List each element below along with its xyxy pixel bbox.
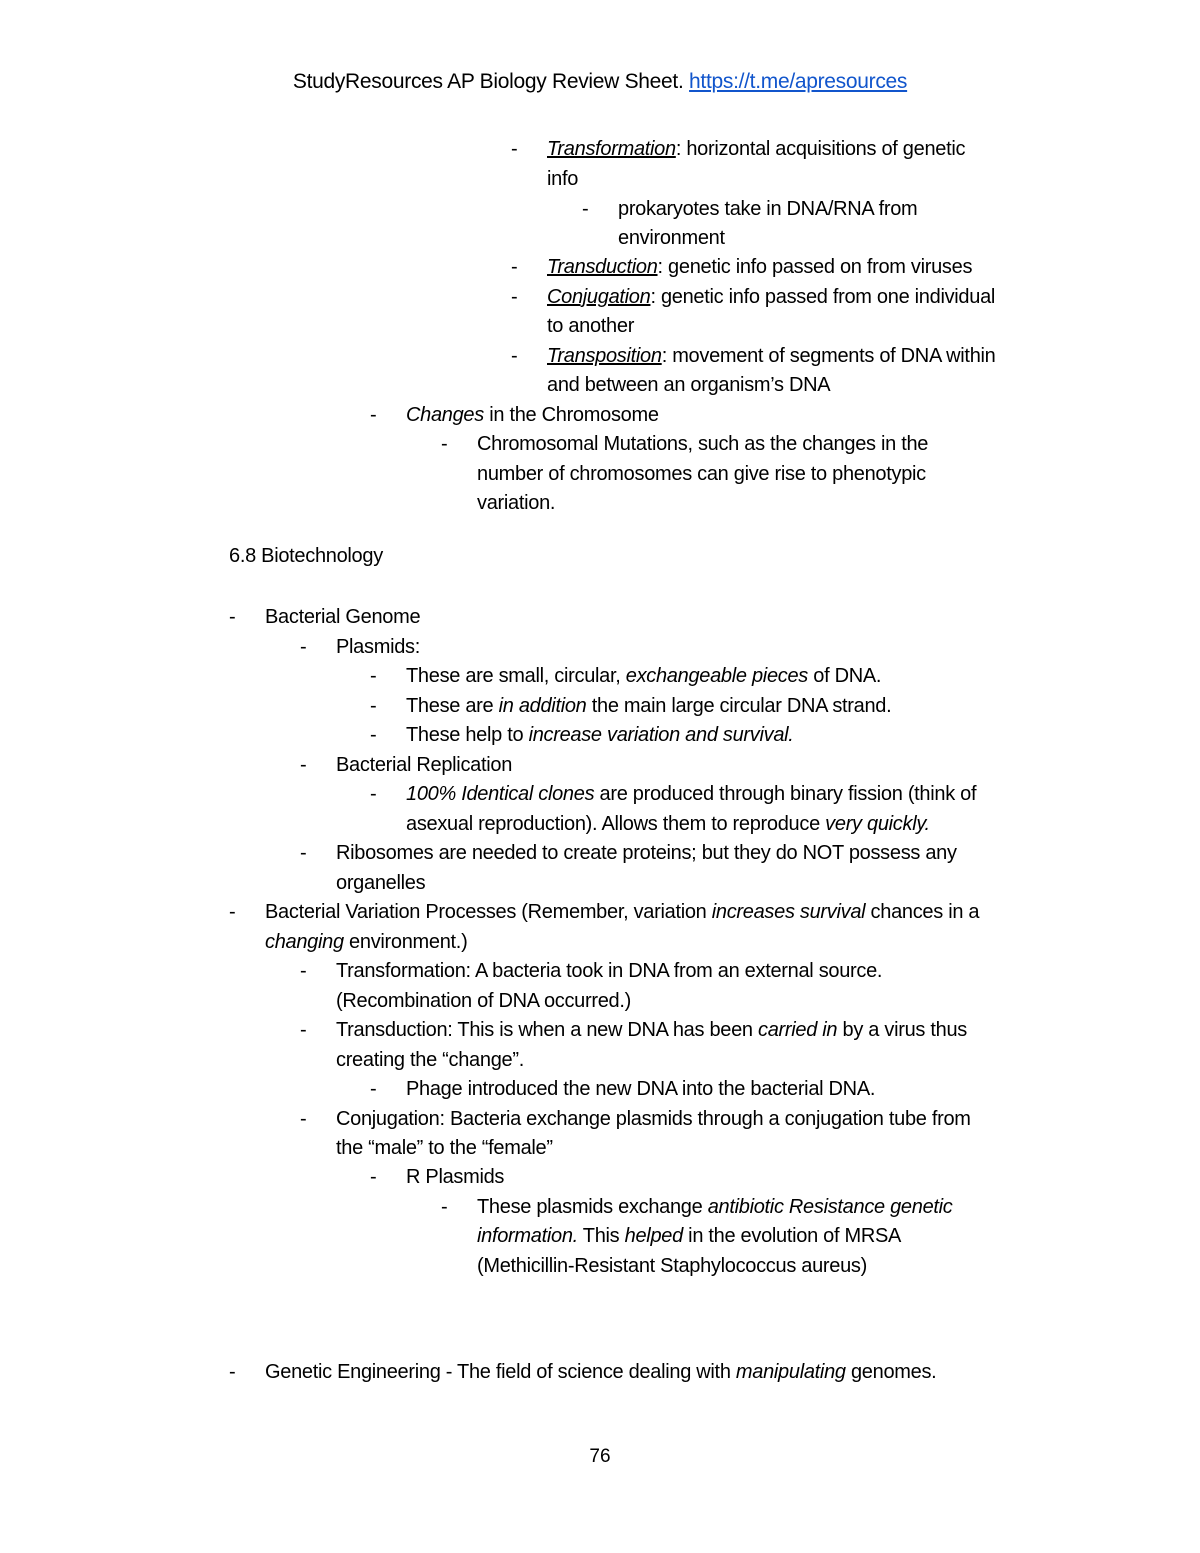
page-header bbox=[0, 70, 1200, 94]
bullet-dash: - bbox=[370, 404, 377, 426]
emphasis: 100% Identical clones bbox=[406, 783, 595, 805]
emphasis: manipulating bbox=[735, 1361, 846, 1383]
transposition-line bbox=[547, 341, 995, 371]
text: are produced through binary fission (think of bbox=[594, 783, 977, 805]
genetic-engineering-line bbox=[265, 1357, 936, 1387]
transformation-line-2: info bbox=[547, 168, 579, 190]
conjugation-text: : genetic info passed from one individual bbox=[650, 286, 996, 308]
var-conjugation-1: Conjugation: Bacteria exchange plasmids through a conjugation tube from bbox=[336, 1108, 971, 1130]
bullet-dash: - bbox=[370, 665, 377, 687]
plasmid-point-3 bbox=[406, 720, 794, 750]
text: This bbox=[577, 1225, 625, 1247]
var-transformation-2: (Recombination of DNA occurred.) bbox=[336, 990, 631, 1012]
bullet-dash: - bbox=[370, 695, 377, 717]
text: by a virus thus bbox=[837, 1019, 967, 1041]
transposition-line-2: and between an organism’s DNA bbox=[547, 374, 831, 396]
conjugation-term: Conjugation bbox=[547, 286, 651, 308]
transformation-line bbox=[547, 134, 965, 164]
bullet-dash: - bbox=[370, 724, 377, 746]
header-link[interactable]: https://t.me/apresources bbox=[689, 70, 908, 93]
emphasis: carried in bbox=[758, 1019, 838, 1041]
page-number: 76 bbox=[589, 1446, 611, 1467]
bullet-dash: - bbox=[441, 433, 448, 455]
text: the main large circular DNA strand. bbox=[586, 695, 892, 717]
transduction-text: : genetic info passed on from viruses bbox=[657, 256, 973, 278]
emphasis: increase variation and survival. bbox=[528, 724, 794, 746]
var-transduction-1 bbox=[336, 1015, 967, 1045]
bacterial-genome-label: Bacterial Genome bbox=[265, 606, 421, 628]
emphasis: increases survival bbox=[711, 901, 866, 923]
transformation-term: Transformation bbox=[547, 138, 676, 160]
phage-line: Phage introduced the new DNA into the bacterial DNA. bbox=[406, 1078, 876, 1100]
text: genomes. bbox=[845, 1361, 937, 1383]
bullet-dash: - bbox=[511, 286, 518, 308]
clones-line-2 bbox=[406, 809, 930, 839]
text: of DNA. bbox=[808, 665, 882, 687]
transformation-text: : horizontal acquisitions of genetic bbox=[675, 138, 966, 160]
prokaryotes-line: prokaryotes take in DNA/RNA from bbox=[618, 198, 918, 220]
text: asexual reproduction). Allows them to reproduce bbox=[406, 813, 826, 835]
bullet-dash: - bbox=[300, 842, 307, 864]
header-title: StudyResources AP Biology Review Sheet. bbox=[292, 70, 684, 93]
bullet-dash: - bbox=[229, 901, 236, 923]
variation-line-2 bbox=[265, 927, 467, 957]
bullet-dash: - bbox=[370, 783, 377, 805]
chromosomal-line-2: number of chromosomes can give rise to phenotypic bbox=[477, 463, 926, 485]
bullet-dash: - bbox=[370, 1078, 377, 1100]
var-transduction-2: creating the “change”. bbox=[336, 1049, 524, 1071]
bullet-dash: - bbox=[511, 256, 518, 278]
plasmid-point-2 bbox=[406, 691, 891, 721]
text: These are small, circular, bbox=[406, 665, 626, 687]
bullet-dash: - bbox=[300, 636, 307, 658]
changes-line bbox=[406, 400, 659, 430]
text: Transduction: This is when a new DNA has been bbox=[336, 1019, 758, 1041]
text: environment.) bbox=[343, 931, 468, 953]
text: These are bbox=[406, 695, 499, 717]
bullet-dash: - bbox=[229, 1361, 236, 1383]
prokaryotes-line-2: environment bbox=[618, 227, 725, 249]
emphasis: antibiotic Resistance genetic bbox=[707, 1196, 953, 1218]
conjugation-line-2: to another bbox=[547, 315, 635, 337]
resistance-line-2 bbox=[477, 1221, 901, 1251]
text: Genetic Engineering - The field of science dealing with bbox=[265, 1361, 736, 1383]
changes-text: in the Chromosome bbox=[483, 404, 659, 426]
emphasis: very quickly. bbox=[825, 813, 930, 835]
var-transformation-1: Transformation: A bacteria took in DNA from an external source. bbox=[336, 960, 883, 982]
chromosomal-line-3: variation. bbox=[477, 492, 556, 514]
conjugation-line bbox=[547, 282, 995, 312]
bullet-dash: - bbox=[300, 1108, 307, 1130]
ribosomes-line-1: Ribosomes are needed to create proteins; but they do NOT possess any bbox=[336, 842, 957, 864]
transduction-term: Transduction bbox=[547, 256, 658, 278]
text: Bacterial Variation Processes (Remember, variation bbox=[265, 901, 712, 923]
emphasis: helped bbox=[624, 1225, 683, 1247]
bullet-dash: - bbox=[370, 1166, 377, 1188]
resistance-line-3: (Methicillin-Resistant Staphylococcus aureus) bbox=[477, 1255, 867, 1277]
text: chances in a bbox=[865, 901, 980, 923]
changes-em: Changes bbox=[406, 404, 484, 426]
bullet-dash: - bbox=[441, 1196, 448, 1218]
resistance-line-1 bbox=[477, 1192, 953, 1222]
bullet-dash: - bbox=[300, 754, 307, 776]
bacterial-replication-label: Bacterial Replication bbox=[336, 754, 513, 776]
bullet-dash: - bbox=[582, 198, 589, 220]
transposition-text: : movement of segments of DNA within bbox=[661, 345, 996, 367]
ribosomes-line-2: organelles bbox=[336, 872, 426, 894]
transduction-line bbox=[547, 252, 972, 282]
transposition-term: Transposition bbox=[547, 345, 662, 367]
text: in the evolution of MRSA bbox=[682, 1225, 902, 1247]
variation-line-1 bbox=[265, 897, 979, 927]
chromosomal-line-1: Chromosomal Mutations, such as the changes in the bbox=[477, 433, 929, 455]
bullet-dash: - bbox=[229, 606, 236, 628]
emphasis: exchangeable pieces bbox=[625, 665, 808, 687]
plasmid-point-1 bbox=[406, 661, 881, 691]
clones-line-1 bbox=[406, 779, 976, 809]
emphasis: information. bbox=[477, 1225, 578, 1247]
r-plasmids-label: R Plasmids bbox=[406, 1166, 505, 1188]
bullet-dash: - bbox=[300, 960, 307, 982]
bullet-dash: - bbox=[300, 1019, 307, 1041]
emphasis: changing bbox=[265, 931, 344, 953]
bullet-dash: - bbox=[511, 345, 518, 367]
text: These plasmids exchange bbox=[477, 1196, 708, 1218]
emphasis: in addition bbox=[498, 695, 587, 717]
plasmids-label: Plasmids: bbox=[336, 636, 420, 658]
section-heading: 6.8 Biotechnology bbox=[229, 545, 383, 567]
bullet-dash: - bbox=[511, 138, 518, 160]
text: These help to bbox=[406, 724, 529, 746]
var-conjugation-2: the “male” to the “female” bbox=[336, 1137, 553, 1159]
